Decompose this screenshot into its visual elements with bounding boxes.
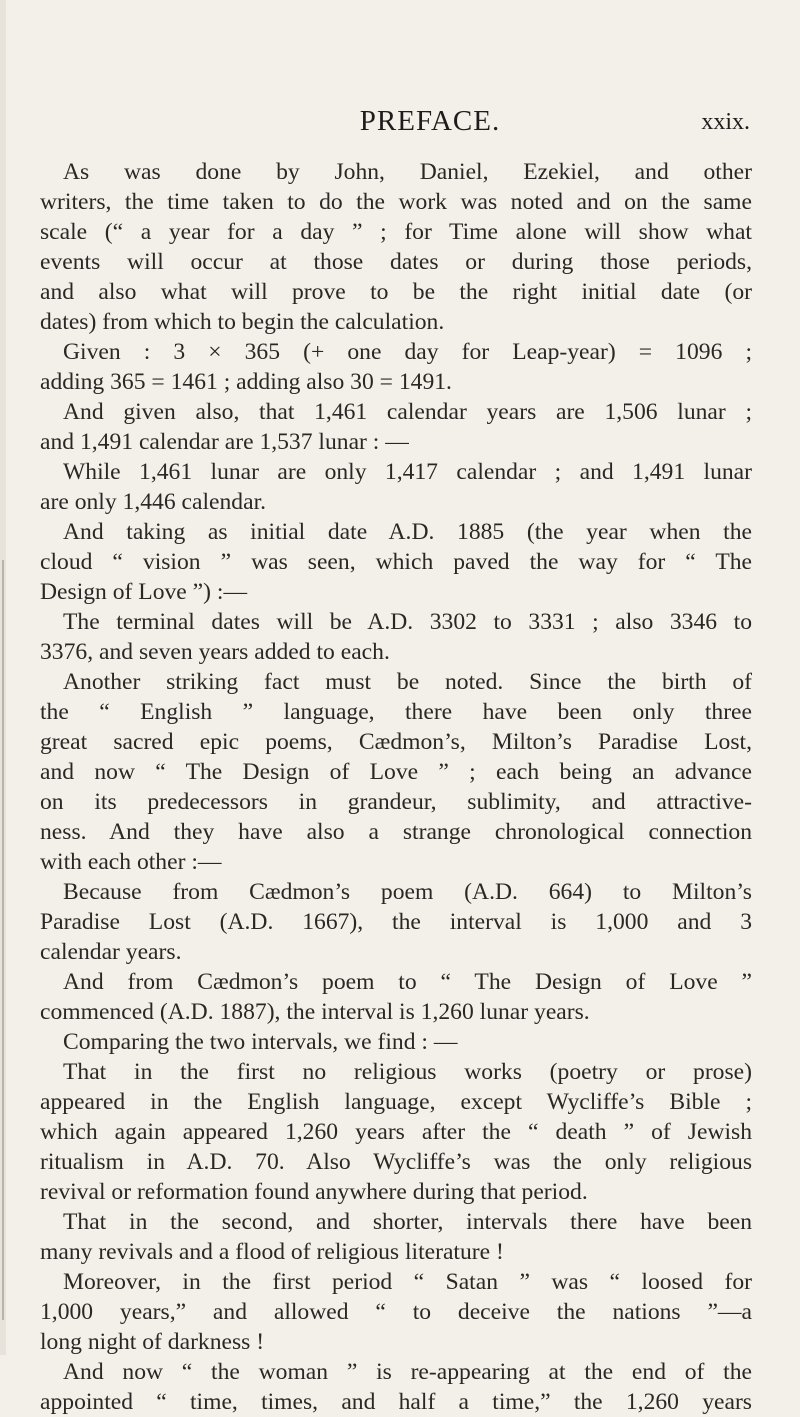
text-line: revival or reformation found anywhere during that period. [40, 1179, 588, 1205]
text-line: appointed “ time, times, and half a time,” the 1,260 years [40, 1389, 752, 1415]
running-head [110, 105, 750, 145]
text-line: The terminal dates will be A.D. 3302 to 3331 ; also 3346 to [63, 609, 752, 635]
text-line: appeared in the English language, except Wycliffe’s Bible ; [40, 1089, 752, 1115]
text-line: and 1,491 calendar are 1,537 lunar : — [40, 429, 409, 455]
text-line: and now “ The Design of Love ” ; each being an advance [40, 759, 752, 785]
text-line: great sacred epic poems, Cædmon’s, Milton’s Paradise Lost, [40, 729, 752, 755]
text-line: Another striking fact must be noted. Since the birth of [63, 669, 752, 695]
page-title: PREFACE. [359, 105, 501, 137]
text-line: which again appeared 1,260 years after the “ death ” of Jewish [40, 1119, 752, 1145]
text-line: adding 365 = 1461 ; adding also 30 = 1491. [40, 369, 452, 395]
text-line: long night of darkness ! [40, 1329, 265, 1355]
text-line: Given : 3 × 365 (+ one day for Leap-year) = 1096 ; [63, 339, 752, 365]
text-line: And taking as initial date A.D. 1885 (the year when the [63, 519, 752, 545]
text-line: on its predecessors in grandeur, sublimity, and attractive- [40, 789, 752, 815]
text-line: And given also, that 1,461 calendar years are 1,506 lunar ; [63, 399, 752, 425]
text-line: cloud “ vision ” was seen, which paved the way for “ The [40, 549, 752, 575]
page-number: xxix. [701, 109, 750, 135]
text-line: That in the first no religious works (poetry or prose) [63, 1059, 752, 1085]
text-line: While 1,461 lunar are only 1,417 calendar ; and 1,491 lunar [63, 459, 752, 485]
text-line: As was done by John, Daniel, Ezekiel, and other [63, 159, 752, 185]
text-line: commenced (A.D. 1887), the interval is 1,260 lunar years. [40, 999, 590, 1025]
text-line: ness. And they have also a strange chronological connection [40, 819, 752, 845]
text-line: Because from Cædmon’s poem (A.D. 664) to Milton’s [63, 879, 752, 905]
body-text [40, 157, 752, 1417]
text-line: writers, the time taken to do the work was noted and on the same [40, 189, 752, 215]
text-line: dates) from which to begin the calculation. [40, 309, 445, 335]
text-line: Moreover, in the first period “ Satan ” was “ loosed for [63, 1269, 752, 1295]
text-line: Paradise Lost (A.D. 1667), the interval is 1,000 and 3 [40, 909, 752, 935]
text-line: 1,000 years,” and allowed “ to deceive the nations ”—a [40, 1299, 752, 1325]
text-line: That in the second, and shorter, intervals there have been [63, 1209, 752, 1235]
text-line: And now “ the woman ” is re-appearing at the end of the [63, 1359, 752, 1385]
text-line: with each other :— [40, 849, 222, 875]
page-binding-edge [0, 0, 6, 1355]
text-line: events will occur at those dates or during those periods, [40, 249, 752, 275]
text-line: And from Cædmon’s poem to “ The Design of Love ” [63, 969, 752, 995]
text-line: 3376, and seven years added to each. [40, 639, 390, 665]
text-line: scale (“ a year for a day ” ; for Time alone will show what [40, 219, 752, 245]
text-line: calendar years. [40, 939, 182, 965]
text-line: and also what will prove to be the right initial date (or [40, 279, 752, 305]
text-line: Design of Love ”) :— [40, 579, 248, 605]
text-line: Comparing the two intervals, we find : — [63, 1029, 458, 1055]
text-line: are only 1,446 calendar. [40, 489, 267, 515]
text-line: ritualism in A.D. 70. Also Wycliffe’s was the only religious [40, 1149, 752, 1175]
text-line: the “ English ” language, there have been only three [40, 699, 752, 725]
text-line: many revivals and a flood of religious literature ! [40, 1239, 504, 1265]
